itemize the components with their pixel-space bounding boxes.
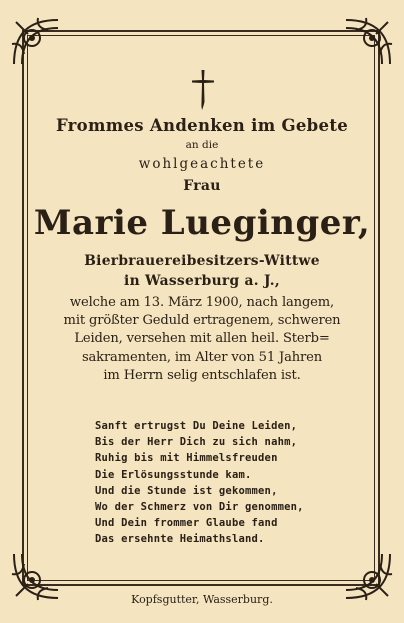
obituary-line: mit größter Geduld ertragenem, schweren [63, 313, 341, 329]
line-frau: Frau [183, 178, 221, 194]
obituary-line: sakramenten, im Alter von 51 Jahren [81, 349, 323, 365]
ornamental-corner-top-right-icon [340, 14, 396, 70]
obituary-line: Leiden, versehen mit allen heil. Sterb= [74, 331, 330, 347]
heading: Frommes Andenken im Gebete [55, 116, 349, 135]
title-line-2: in Wasserburg a. J., [124, 273, 280, 289]
title-line-1: Bierbrauereibesitzers-Wittwe [84, 253, 320, 269]
poem-line: Sanft ertrugst Du Deine Leiden, [95, 420, 298, 432]
poem-line: Ruhig bis mit Himmelsfreuden [95, 452, 278, 465]
obituary-line: welche am 13. März 1900, nach langem, [69, 295, 335, 310]
cross-icon [190, 68, 216, 112]
poem-line: Wo der Schmerz von Dir genommen, [95, 501, 304, 514]
poem-line: Das ersehnte Heimathsland. [95, 533, 265, 546]
line-an-die: an die [185, 139, 219, 151]
poem-line: Bis der Herr Dich zu sich nahm, [95, 436, 298, 449]
obituary-text [0, 294, 404, 385]
poem [95, 418, 335, 548]
line-wohlgeachtete: wohlgeachtete [138, 156, 266, 172]
ornamental-corner-top-left-icon [8, 14, 64, 70]
poem-line: Und die Stunde ist gekommen, [95, 484, 278, 497]
deceased-name: Marie Lueginger, [33, 203, 371, 243]
obituary-line: im Herrn selig entschlafen ist. [103, 367, 301, 383]
poem-line: Und Dein frommer Glaube fand [95, 517, 278, 530]
poem-line: Die Erlösungsstunde kam. [95, 468, 252, 481]
printer-credit: Kopfsgutter, Wasserburg. [131, 593, 273, 606]
